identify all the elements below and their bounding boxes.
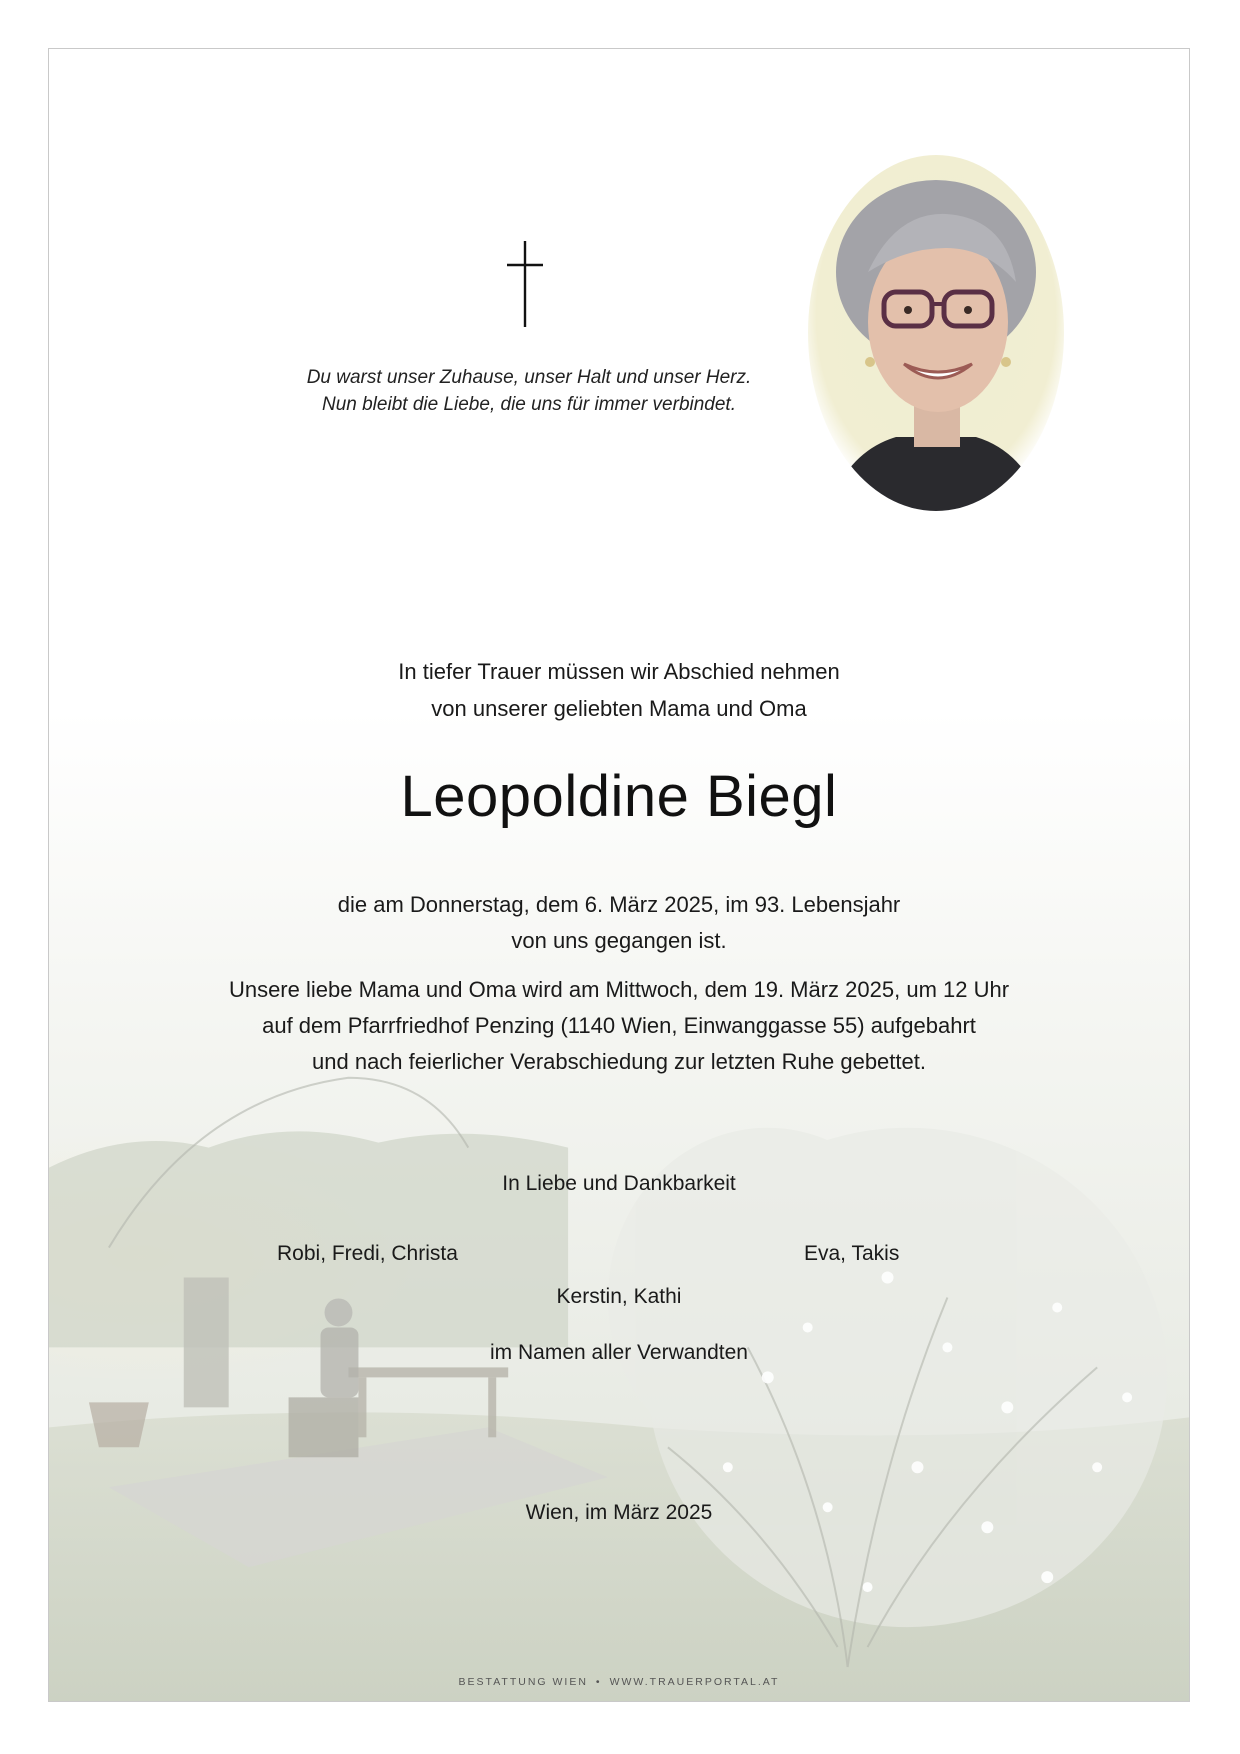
footer-website-link[interactable]: WWW.TRAUERPORTAL.AT	[609, 1676, 780, 1688]
deceased-name: Leopoldine Biegl	[400, 764, 838, 829]
mourner-group: Eva, Takis	[804, 1242, 900, 1265]
passing-text	[49, 887, 1189, 959]
mourner-group: Robi, Fredi, Christa	[277, 1242, 458, 1265]
closing-phrase: In Liebe und Dankbarkeit	[502, 1172, 736, 1195]
mourner-group: Kerstin, Kathi	[556, 1285, 682, 1308]
footer-separator: •	[595, 1676, 602, 1688]
quote-line: Nun bleibt die Liebe, die uns für immer verbindet.	[321, 394, 736, 415]
memorial-quote	[229, 364, 829, 418]
funeral-line: auf dem Pfarrfriedhof Penzing (1140 Wien, Einwanggasse 55) aufgebahrt	[262, 1013, 976, 1038]
portrait-photo	[806, 152, 1066, 514]
intro-line: In tiefer Trauer müssen wir Abschied nehmen	[398, 659, 840, 684]
place-date: Wien, im März 2025	[525, 1501, 713, 1524]
passing-line: von uns gegangen ist.	[511, 928, 727, 953]
funeral-line: und nach feierlicher Verabschiedung zur letzten Ruhe gebettet.	[312, 1049, 926, 1074]
latin-cross-icon	[503, 239, 547, 329]
relatives-note: im Namen aller Verwandten	[490, 1341, 748, 1364]
intro-text	[49, 653, 1189, 727]
funeral-details	[49, 972, 1189, 1080]
footer-credit	[49, 1676, 1189, 1688]
footer-company: BESTATTUNG WIEN	[458, 1676, 588, 1688]
passing-line: die am Donnerstag, dem 6. März 2025, im 93. Lebensjahr	[337, 892, 901, 917]
funeral-line: Unsere liebe Mama und Oma wird am Mittwoch, dem 19. März 2025, um 12 Uhr	[228, 977, 1010, 1002]
intro-line: von unserer geliebten Mama und Oma	[431, 696, 807, 721]
quote-line: Du warst unser Zuhause, unser Halt und unser Herz.	[306, 367, 752, 388]
notice-frame	[48, 48, 1190, 1702]
